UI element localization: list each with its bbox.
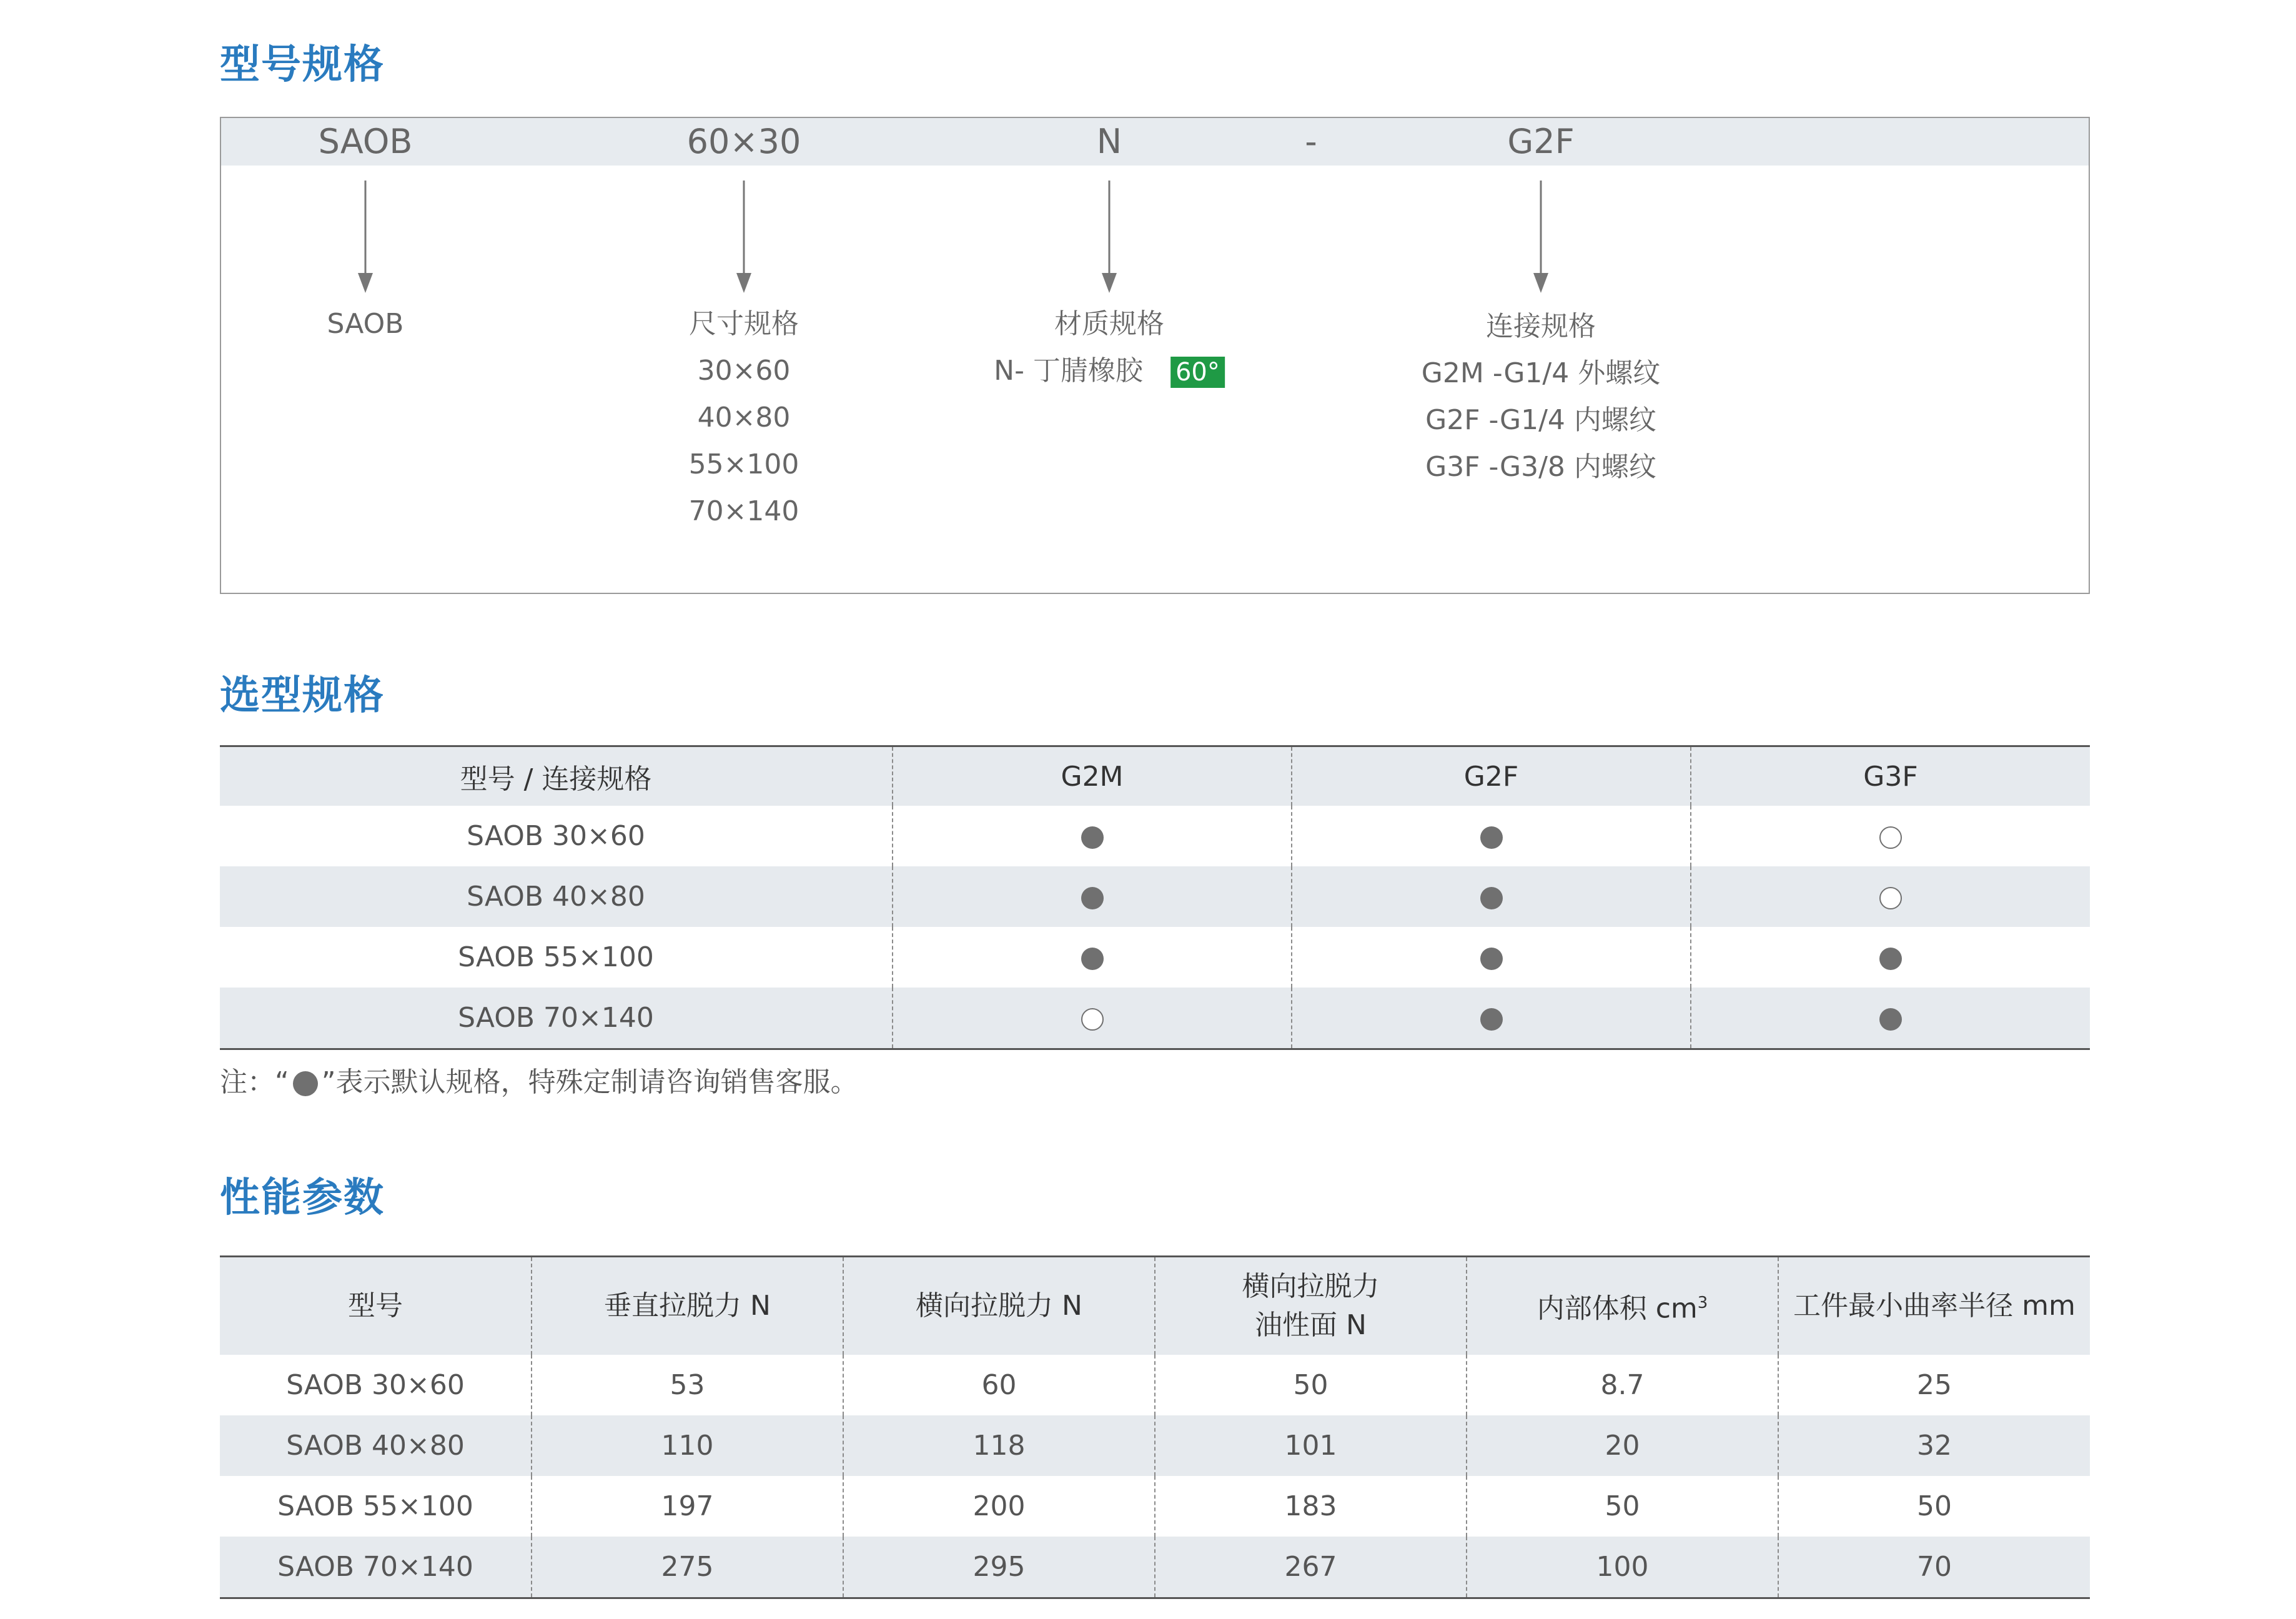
availability-cell [893, 927, 1292, 988]
code-segment-connection: G2F [1507, 122, 1575, 161]
material-option [994, 347, 1225, 394]
availability-cell [1691, 988, 2090, 1049]
arrow-down-icon [731, 181, 756, 293]
table-row [220, 1355, 2090, 1415]
code-segment-series: SAOB [318, 122, 413, 161]
table-row [220, 927, 2090, 988]
table-cell: 53 [532, 1355, 843, 1415]
model-cell: SAOB 70×140 [220, 1537, 532, 1598]
table-cell: 101 [1155, 1415, 1467, 1476]
table-cell: 118 [843, 1415, 1155, 1476]
model-code-title: 型号规格 [220, 42, 385, 88]
filled-dot-icon [293, 1071, 318, 1096]
table-cell: 197 [532, 1476, 843, 1537]
model-code-header [221, 118, 2089, 166]
table-cell: 50 [1155, 1355, 1467, 1415]
model-cell: SAOB 40×80 [220, 866, 893, 927]
table-row [220, 988, 2090, 1049]
table-cell: 267 [1155, 1537, 1467, 1598]
column-header-label: 内部体积 cm [1536, 1292, 1698, 1325]
table-header-row [220, 1257, 2090, 1355]
material-option-label: N- 丁腈橡胶 [994, 355, 1143, 387]
table-row [220, 1415, 2090, 1476]
legend-note [220, 1062, 858, 1103]
availability-cell [1292, 927, 1691, 988]
model-cell: SAOB 55×100 [458, 941, 654, 973]
availability-dot-icon [1879, 948, 1902, 970]
model-cell: SAOB 30×60 [467, 820, 645, 852]
table-cell: 25 [1778, 1355, 2090, 1415]
column-header: G2M [893, 746, 1292, 806]
size-option: 40×80 [697, 402, 791, 433]
table-cell: 50 [1778, 1476, 2090, 1537]
table-row [220, 1537, 2090, 1598]
arrow-down-icon [353, 181, 378, 293]
model-cell: SAOB 55×100 [277, 1490, 473, 1522]
table-cell: 275 [532, 1537, 843, 1598]
material-heading: 材质规格 [1054, 308, 1164, 340]
table-cell: 100 [1467, 1537, 1778, 1598]
performance-table [220, 1255, 2090, 1599]
availability-dot-icon [1081, 887, 1104, 909]
availability-dot-icon [1879, 887, 1902, 909]
table-cell: 32 [1778, 1415, 2090, 1476]
availability-cell [1691, 866, 2090, 927]
availability-cell [893, 988, 1292, 1049]
column-header [1467, 1257, 1778, 1355]
table-cell: 183 [1155, 1476, 1467, 1537]
connection-option: G2M -G1/4 外螺纹 [1421, 357, 1661, 389]
availability-cell [893, 866, 1292, 927]
unit-superscript: 3 [1697, 1294, 1708, 1313]
model-cell: SAOB 40×80 [220, 1415, 532, 1476]
availability-dot-icon [1480, 1008, 1503, 1031]
column-header: 工件最小曲率半径 mm [1778, 1257, 2090, 1355]
table-row [220, 806, 2090, 866]
table-row [220, 866, 2090, 927]
connection-option: G2F -G1/4 内螺纹 [1425, 404, 1656, 436]
size-option: 55×100 [688, 448, 799, 480]
table-header-row [220, 746, 2090, 806]
size-option: 30×60 [697, 355, 791, 387]
availability-cell [1691, 927, 2090, 988]
availability-dot-icon [1480, 887, 1503, 909]
size-description [689, 300, 799, 535]
column-header: 型号 / 连接规格 [220, 746, 893, 806]
column-header: G3F [1691, 746, 2090, 806]
table-cell: 200 [843, 1476, 1155, 1537]
column-header: 型号 [220, 1257, 532, 1355]
selection-table [220, 745, 2090, 1050]
table-cell: 8.7 [1467, 1355, 1778, 1415]
availability-cell [1691, 806, 2090, 866]
availability-dot-icon [1480, 826, 1503, 849]
table-cell: 295 [843, 1537, 1155, 1598]
availability-dot-icon [1879, 826, 1902, 849]
size-heading: 尺寸规格 [689, 308, 799, 340]
table-cell: 70 [1778, 1537, 2090, 1598]
column-header-line: 横向拉脱力 [1242, 1270, 1380, 1302]
model-cell: SAOB 30×60 [286, 1369, 465, 1401]
availability-cell [1292, 806, 1691, 866]
code-segment-material: N [1096, 122, 1122, 161]
series-description [327, 300, 404, 347]
arrow-down-icon [1097, 181, 1122, 293]
column-header-line: 油性面 N [1255, 1309, 1367, 1341]
table-cell: 60 [843, 1355, 1155, 1415]
arrow-down-icon [1528, 181, 1553, 293]
table-cell: 20 [1467, 1415, 1778, 1476]
note-prefix: 注：“ [220, 1066, 289, 1098]
column-header [1155, 1257, 1467, 1355]
table-cell: 110 [532, 1415, 843, 1476]
note-text: ”表示默认规格，特殊定制请咨询销售客服。 [321, 1066, 858, 1098]
column-header: 横向拉脱力 N [843, 1257, 1155, 1355]
connection-option: G3F -G3/8 内螺纹 [1425, 451, 1656, 483]
availability-cell [893, 806, 1292, 866]
connection-heading: 连接规格 [1485, 310, 1596, 342]
hardness-badge: 60° [1170, 357, 1225, 388]
size-option: 70×140 [688, 495, 799, 527]
table-row [220, 1476, 2090, 1537]
model-cell: SAOB 70×140 [220, 988, 893, 1049]
material-description [994, 300, 1225, 394]
code-segment-dash: - [1305, 122, 1317, 161]
code-segment-size: 60×30 [686, 122, 801, 161]
availability-dot-icon [1480, 948, 1503, 970]
connection-description [1422, 303, 1660, 490]
selection-title: 选型规格 [220, 673, 385, 719]
model-code-box [220, 117, 2090, 594]
availability-cell [1292, 988, 1691, 1049]
performance-title: 性能参数 [220, 1175, 385, 1221]
availability-dot-icon [1081, 826, 1104, 849]
availability-dot-icon [1879, 1008, 1902, 1031]
availability-dot-icon [1081, 1008, 1104, 1031]
table-cell: 50 [1467, 1476, 1778, 1537]
series-heading: SAOB [327, 308, 404, 340]
availability-cell [1292, 866, 1691, 927]
availability-dot-icon [1081, 948, 1104, 970]
column-header: G2F [1292, 746, 1691, 806]
column-header: 垂直拉脱力 N [532, 1257, 843, 1355]
